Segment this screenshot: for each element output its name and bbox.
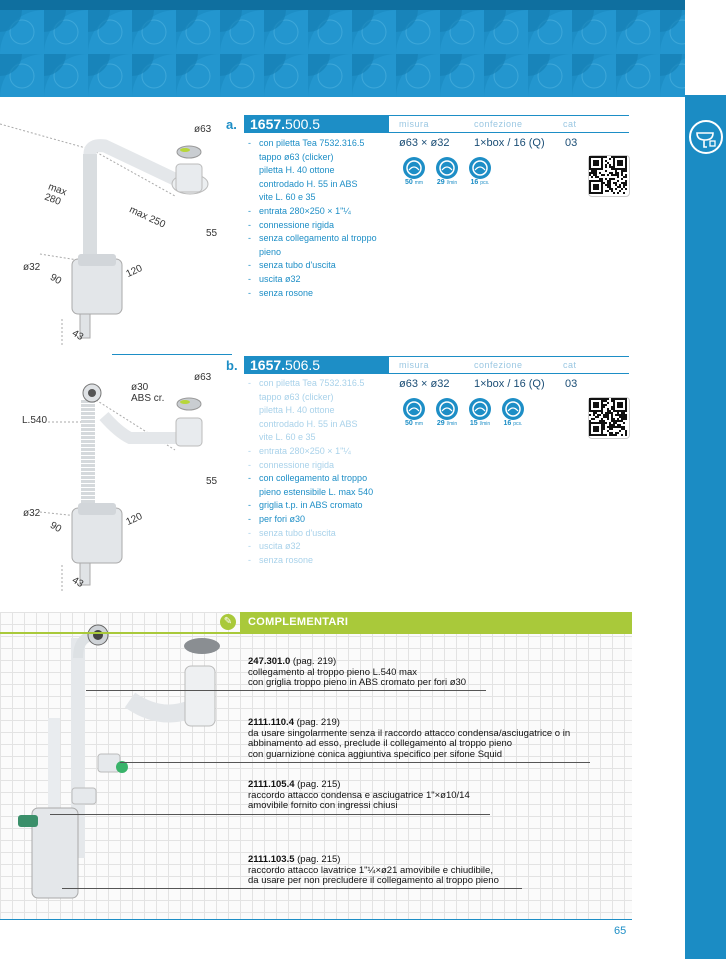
banner-pattern <box>0 10 685 97</box>
col-misura: misura <box>399 360 430 370</box>
spec-icon-group <box>465 398 495 427</box>
feature-item: - uscita ø32 <box>248 540 393 554</box>
spec-icon-group <box>432 398 462 427</box>
product-a-letter: a. <box>226 117 237 132</box>
product-a-features <box>248 137 393 300</box>
product-b-features <box>248 377 393 567</box>
product-a-code: 1657.500.5 <box>244 115 389 133</box>
feature-item: - senza tubo d'uscita <box>248 259 393 273</box>
feature-item: vite L. 60 e 35 <box>259 192 316 203</box>
overflow-flow-icon <box>469 398 491 420</box>
siphon-height-icon <box>403 398 425 420</box>
feature-item: - senza rosone <box>248 287 393 301</box>
dim-b-90: 90 <box>47 519 64 536</box>
feature-item: controdado H. 55 in ABS <box>259 418 358 429</box>
product-b-misura: ø63 × ø32 <box>399 378 450 390</box>
spec-icon-label: 50 mm <box>404 179 424 186</box>
comp-item-1[interactable]: 247.301.0 (pag. 219) collegamento al troppo pieno L.540 max con griglia troppo pieno in ABS cromato per fori ø30 <box>248 656 467 688</box>
flow-rate-icon <box>436 398 458 420</box>
col-confezione: confezione <box>474 119 523 129</box>
product-a-cat: 03 <box>565 137 578 149</box>
dim-b-abs: ABS cr. <box>131 393 165 404</box>
siphon-height-icon <box>403 157 425 179</box>
col-misura: misura <box>399 119 430 129</box>
complementari-title: COMPLEMENTARI <box>240 612 632 632</box>
comp-item-3[interactable]: 2111.105.4 (pag. 215) raccordo attacco condensa e asciugatrice 1"×ø10/14 amovibile fornito con ingressi chiusi <box>248 779 470 811</box>
feature-item: - senza rosone <box>248 554 393 568</box>
dim-a-90: 90 <box>47 271 64 288</box>
feature-item: - per fori ø30 <box>248 513 393 527</box>
feature-item: tappo ø63 (clicker) <box>259 151 334 162</box>
feature-item: - connessione rigida <box>248 459 393 473</box>
product-a-header-row <box>389 115 629 133</box>
product-b-confezione: 1×box / 16 (Q) <box>474 378 545 390</box>
dim-a-43: 43 <box>69 327 86 344</box>
page-number: 65 <box>614 925 627 937</box>
spec-icon-group <box>432 157 462 186</box>
col-cat: cat <box>563 360 577 370</box>
feature-item: piletta H. 40 ottone <box>259 165 335 176</box>
complementari-divider <box>0 632 632 634</box>
spec-icon-label: 50 mm <box>404 420 424 427</box>
dim-a-55: 55 <box>206 228 218 239</box>
dim-b-d32: ø32 <box>23 508 41 519</box>
feature-item: - connessione rigida <box>248 219 393 233</box>
separator-line <box>112 354 232 355</box>
package-icon <box>469 157 491 179</box>
product-b-code: 1657.506.5 <box>244 356 389 374</box>
feature-item: pieno estensibile L. max 540 <box>259 486 374 497</box>
spec-icon-group <box>498 398 528 427</box>
product-b-qr-code[interactable] <box>588 397 630 439</box>
footer-rule <box>0 919 632 920</box>
comp-leader-4 <box>62 888 522 889</box>
spec-icon-group <box>399 398 429 427</box>
wrench-icon: ✎ <box>220 614 236 630</box>
spec-icon-label: 16 pcs. <box>470 179 490 186</box>
feature-item: vite L. 60 e 35 <box>259 432 316 443</box>
product-b-header-row <box>389 356 629 374</box>
feature-item: - griglia t.p. in ABS cromato <box>248 499 393 513</box>
dim-a-d63: ø63 <box>194 124 212 135</box>
spec-icon-label: 16 pcs. <box>503 420 523 427</box>
complementari-siphon-image <box>10 618 240 918</box>
sink-category-icon <box>689 120 723 154</box>
spec-icon-group <box>399 157 429 186</box>
spec-icon-label: 29 l/min <box>436 420 458 427</box>
feature-item: - entrata 280×250 × 1"¼ <box>248 445 393 459</box>
dim-b-120: 120 <box>124 510 145 529</box>
feature-item: - senza collegamento al troppo <box>248 232 393 246</box>
feature-item: - con collegamento al troppo <box>248 472 393 486</box>
dim-b-d63: ø63 <box>194 372 212 383</box>
dim-a-max280: max 280 <box>42 181 69 208</box>
col-cat: cat <box>563 119 577 129</box>
header-banner <box>0 0 685 97</box>
dim-a-d32: ø32 <box>23 262 41 273</box>
product-a-misura: ø63 × ø32 <box>399 137 450 149</box>
feature-item: tappo ø63 (clicker) <box>259 391 334 402</box>
spec-icon-group <box>465 157 495 186</box>
comp-leader-3 <box>50 814 490 815</box>
product-a-confezione: 1×box / 16 (Q) <box>474 137 545 149</box>
dim-b-l540: L.540 <box>22 415 48 426</box>
dim-b-55: 55 <box>206 476 218 487</box>
comp-leader-1 <box>86 690 486 691</box>
product-a-diagram <box>0 114 240 354</box>
comp-leader-2 <box>120 762 590 763</box>
product-b-letter: b. <box>226 358 238 373</box>
spec-icon-label: 15 l/min <box>469 420 491 427</box>
feature-item: pieno <box>259 246 282 257</box>
dim-a-120: 120 <box>124 262 145 281</box>
comp-item-4[interactable]: 2111.103.5 (pag. 215) raccordo attacco lavatrice 1"¼×ø21 amovibile e chiudibile, da usare per non precludere il collegamento al troppo pieno <box>248 854 499 886</box>
col-confezione: confezione <box>474 360 523 370</box>
package-icon <box>502 398 524 420</box>
dim-b-43: 43 <box>69 574 86 591</box>
product-b-cat: 03 <box>565 378 578 390</box>
feature-item: controdado H. 55 in ABS <box>259 178 358 189</box>
dim-a-max250: max 250 <box>127 204 167 231</box>
flow-rate-icon <box>436 157 458 179</box>
feature-item: - senza tubo d'uscita <box>248 527 393 541</box>
feature-item: - entrata 280×250 × 1"¼ <box>248 205 393 219</box>
spec-icon-label: 29 l/min <box>436 179 458 186</box>
feature-item: - con piletta Tea 7532.316.5 <box>248 377 393 391</box>
feature-item: piletta H. 40 ottone <box>259 405 335 416</box>
dim-b-d30: ø30 <box>131 382 149 393</box>
feature-item: - uscita ø32 <box>248 273 393 287</box>
product-b-diagram <box>0 360 240 600</box>
comp-item-2[interactable]: 2111.110.4 (pag. 219) da usare singolarmente senza il raccordo attacco condensa/asciugatrice o in abbinamento ad esso, preclude il collegamento al troppo pieno con guarnizione conica aggiuntiva specifico per sifone Squid <box>248 717 571 760</box>
product-a-qr-code[interactable] <box>588 155 630 197</box>
feature-item: - con piletta Tea 7532.316.5 <box>248 137 393 151</box>
